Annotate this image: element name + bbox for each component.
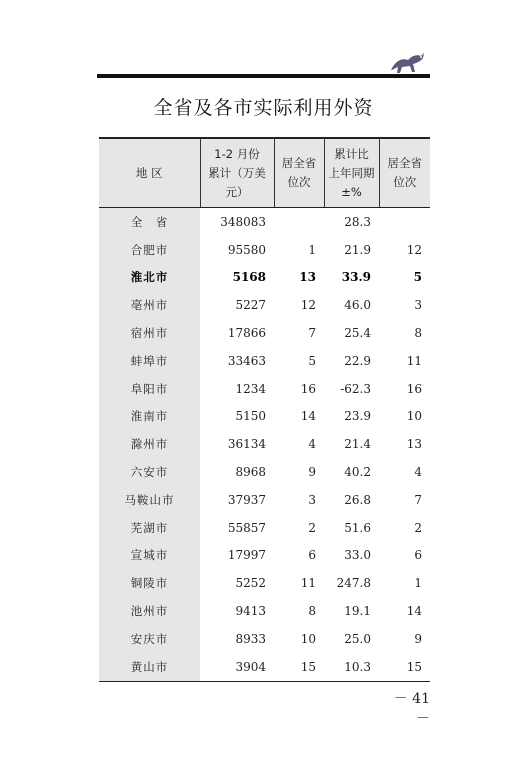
table-row (99, 291, 430, 319)
cumulative-cell: 95580 (227, 242, 266, 257)
yoy-rank-cell: 8 (414, 326, 422, 341)
rank-column-header: 居全省 位次 (274, 138, 324, 208)
cumulative-column-header: 1-2 月份 累计（万美元） (200, 138, 274, 208)
yoy-rank-cell: 9 (414, 631, 422, 646)
cumulative-cell: 1234 (235, 381, 266, 396)
table-row (99, 208, 430, 236)
region-cell: 淮南市 (99, 403, 200, 431)
rank-cell: 15 (274, 653, 324, 681)
cumulative-cell: 17866 (227, 326, 266, 341)
region-cell: 阜阳市 (99, 375, 200, 403)
yoy-cell: 21.9 (344, 242, 371, 257)
yoy-cell: 21.4 (344, 437, 371, 452)
cumulative-cell: 3904 (200, 653, 274, 681)
yoy-cell: 25.0 (344, 631, 371, 646)
rank-cell: 4 (308, 437, 316, 452)
region-cell: 淮北市 (99, 264, 200, 292)
region-cell: 马鞍山市 (99, 486, 200, 514)
cumulative-cell: 9413 (235, 604, 266, 619)
table-row (99, 375, 430, 403)
yoy-cell: 22.9 (344, 353, 371, 368)
yoy-rank-cell: 16 (406, 381, 422, 396)
rank-cell: 14 (300, 409, 316, 424)
region-column-header: 地 区 (99, 138, 200, 208)
yoy-rank-cell: 14 (406, 604, 422, 619)
table-row (99, 542, 430, 570)
table-row (99, 236, 430, 264)
table-row (99, 514, 430, 542)
table-row (99, 403, 430, 431)
region-cell: 亳州市 (99, 291, 200, 319)
yoy-rank-cell: 15 (379, 653, 430, 681)
cumulative-cell: 37937 (227, 492, 266, 507)
cumulative-cell: 5227 (235, 298, 266, 313)
region-cell: 芜湖市 (99, 514, 200, 542)
cumulative-cell: 348083 (220, 214, 266, 229)
yoy-cell: 19.1 (344, 604, 371, 619)
region-cell: 滁州市 (99, 430, 200, 458)
table-row (99, 597, 430, 625)
yoy-cell: 10.3 (324, 653, 379, 681)
rank-cell (274, 208, 324, 236)
rank-cell: 2 (308, 520, 316, 535)
yoy-rank-cell (379, 208, 430, 236)
region-cell: 铜陵市 (99, 569, 200, 597)
rank-cell: 6 (308, 548, 316, 563)
page-number: － 41 － (393, 691, 430, 727)
rank-cell: 13 (299, 270, 316, 285)
yoy-rank-cell: 3 (414, 298, 422, 313)
yoy-cell: 46.0 (344, 298, 371, 313)
region-cell: 安庆市 (99, 625, 200, 653)
rank-cell: 8 (308, 604, 316, 619)
region-cell: 宿州市 (99, 319, 200, 347)
region-cell: 池州市 (99, 597, 200, 625)
rank-cell: 16 (300, 381, 316, 396)
yoy-rank-cell: 4 (414, 465, 422, 480)
yoy-rank-cell: 13 (406, 437, 422, 452)
region-cell: 宣城市 (99, 542, 200, 570)
table-row (99, 625, 430, 653)
cumulative-cell: 5168 (232, 270, 266, 285)
cumulative-cell: 55857 (227, 520, 266, 535)
table-row (99, 430, 430, 458)
region-cell: 黄山市 (99, 653, 200, 681)
yoy-cell: -62.3 (340, 381, 371, 396)
yoy-rank-cell: 2 (414, 520, 422, 535)
region-cell: 全 省 (99, 208, 200, 236)
yoy-cell: 28.3 (344, 214, 371, 229)
yoy-rank-cell: 1 (414, 576, 422, 591)
rank-cell: 10 (300, 631, 316, 646)
cumulative-cell: 36134 (227, 437, 266, 452)
cumulative-cell: 8968 (235, 465, 266, 480)
yoy-cell: 51.6 (344, 520, 371, 535)
header-rule (97, 74, 430, 78)
yoy-cell: 33.0 (344, 548, 371, 563)
yoy-cell: 40.2 (344, 465, 371, 480)
yoy-cell: 26.8 (344, 492, 371, 507)
region-cell: 蚌埠市 (99, 347, 200, 375)
cumulative-cell: 17997 (227, 548, 266, 563)
cumulative-cell: 5252 (235, 576, 266, 591)
horse-logo-icon (388, 50, 428, 76)
yoy-rank-cell: 6 (414, 548, 422, 563)
rank-cell: 11 (300, 576, 316, 591)
table-row (99, 319, 430, 347)
cumulative-cell: 5150 (235, 409, 266, 424)
region-cell: 合肥市 (99, 236, 200, 264)
rank-cell: 5 (308, 353, 316, 368)
yoy-rank-cell: 5 (413, 270, 422, 285)
page-title: 全省及各市实际利用外资 (153, 97, 374, 119)
yoy-rank-column-header: 居全省 位次 (379, 138, 430, 208)
table-row (99, 347, 430, 375)
foreign-investment-table (99, 137, 430, 682)
table-header-row (99, 138, 430, 208)
region-cell: 六安市 (99, 458, 200, 486)
yoy-cell: 25.4 (344, 326, 371, 341)
table-row (99, 264, 430, 292)
yoy-cell: 247.8 (336, 576, 371, 591)
yoy-cell: 23.9 (344, 409, 371, 424)
table-row (99, 458, 430, 486)
yoy-rank-cell: 7 (414, 492, 422, 507)
table-row (99, 486, 430, 514)
cumulative-cell: 33463 (227, 353, 266, 368)
rank-cell: 12 (300, 298, 316, 313)
rank-cell: 7 (308, 326, 316, 341)
yoy-cell: 33.9 (341, 270, 371, 285)
yoy-column-header: 累计比 上年同期 ±% (324, 138, 379, 208)
cumulative-cell: 8933 (235, 631, 266, 646)
yoy-rank-cell: 12 (406, 242, 422, 257)
rank-cell: 9 (308, 465, 316, 480)
table-row (99, 569, 430, 597)
rank-cell: 1 (308, 242, 316, 257)
rank-cell: 3 (308, 492, 316, 507)
yoy-rank-cell: 10 (406, 409, 422, 424)
yoy-rank-cell: 11 (406, 353, 422, 368)
table-row (99, 653, 430, 681)
